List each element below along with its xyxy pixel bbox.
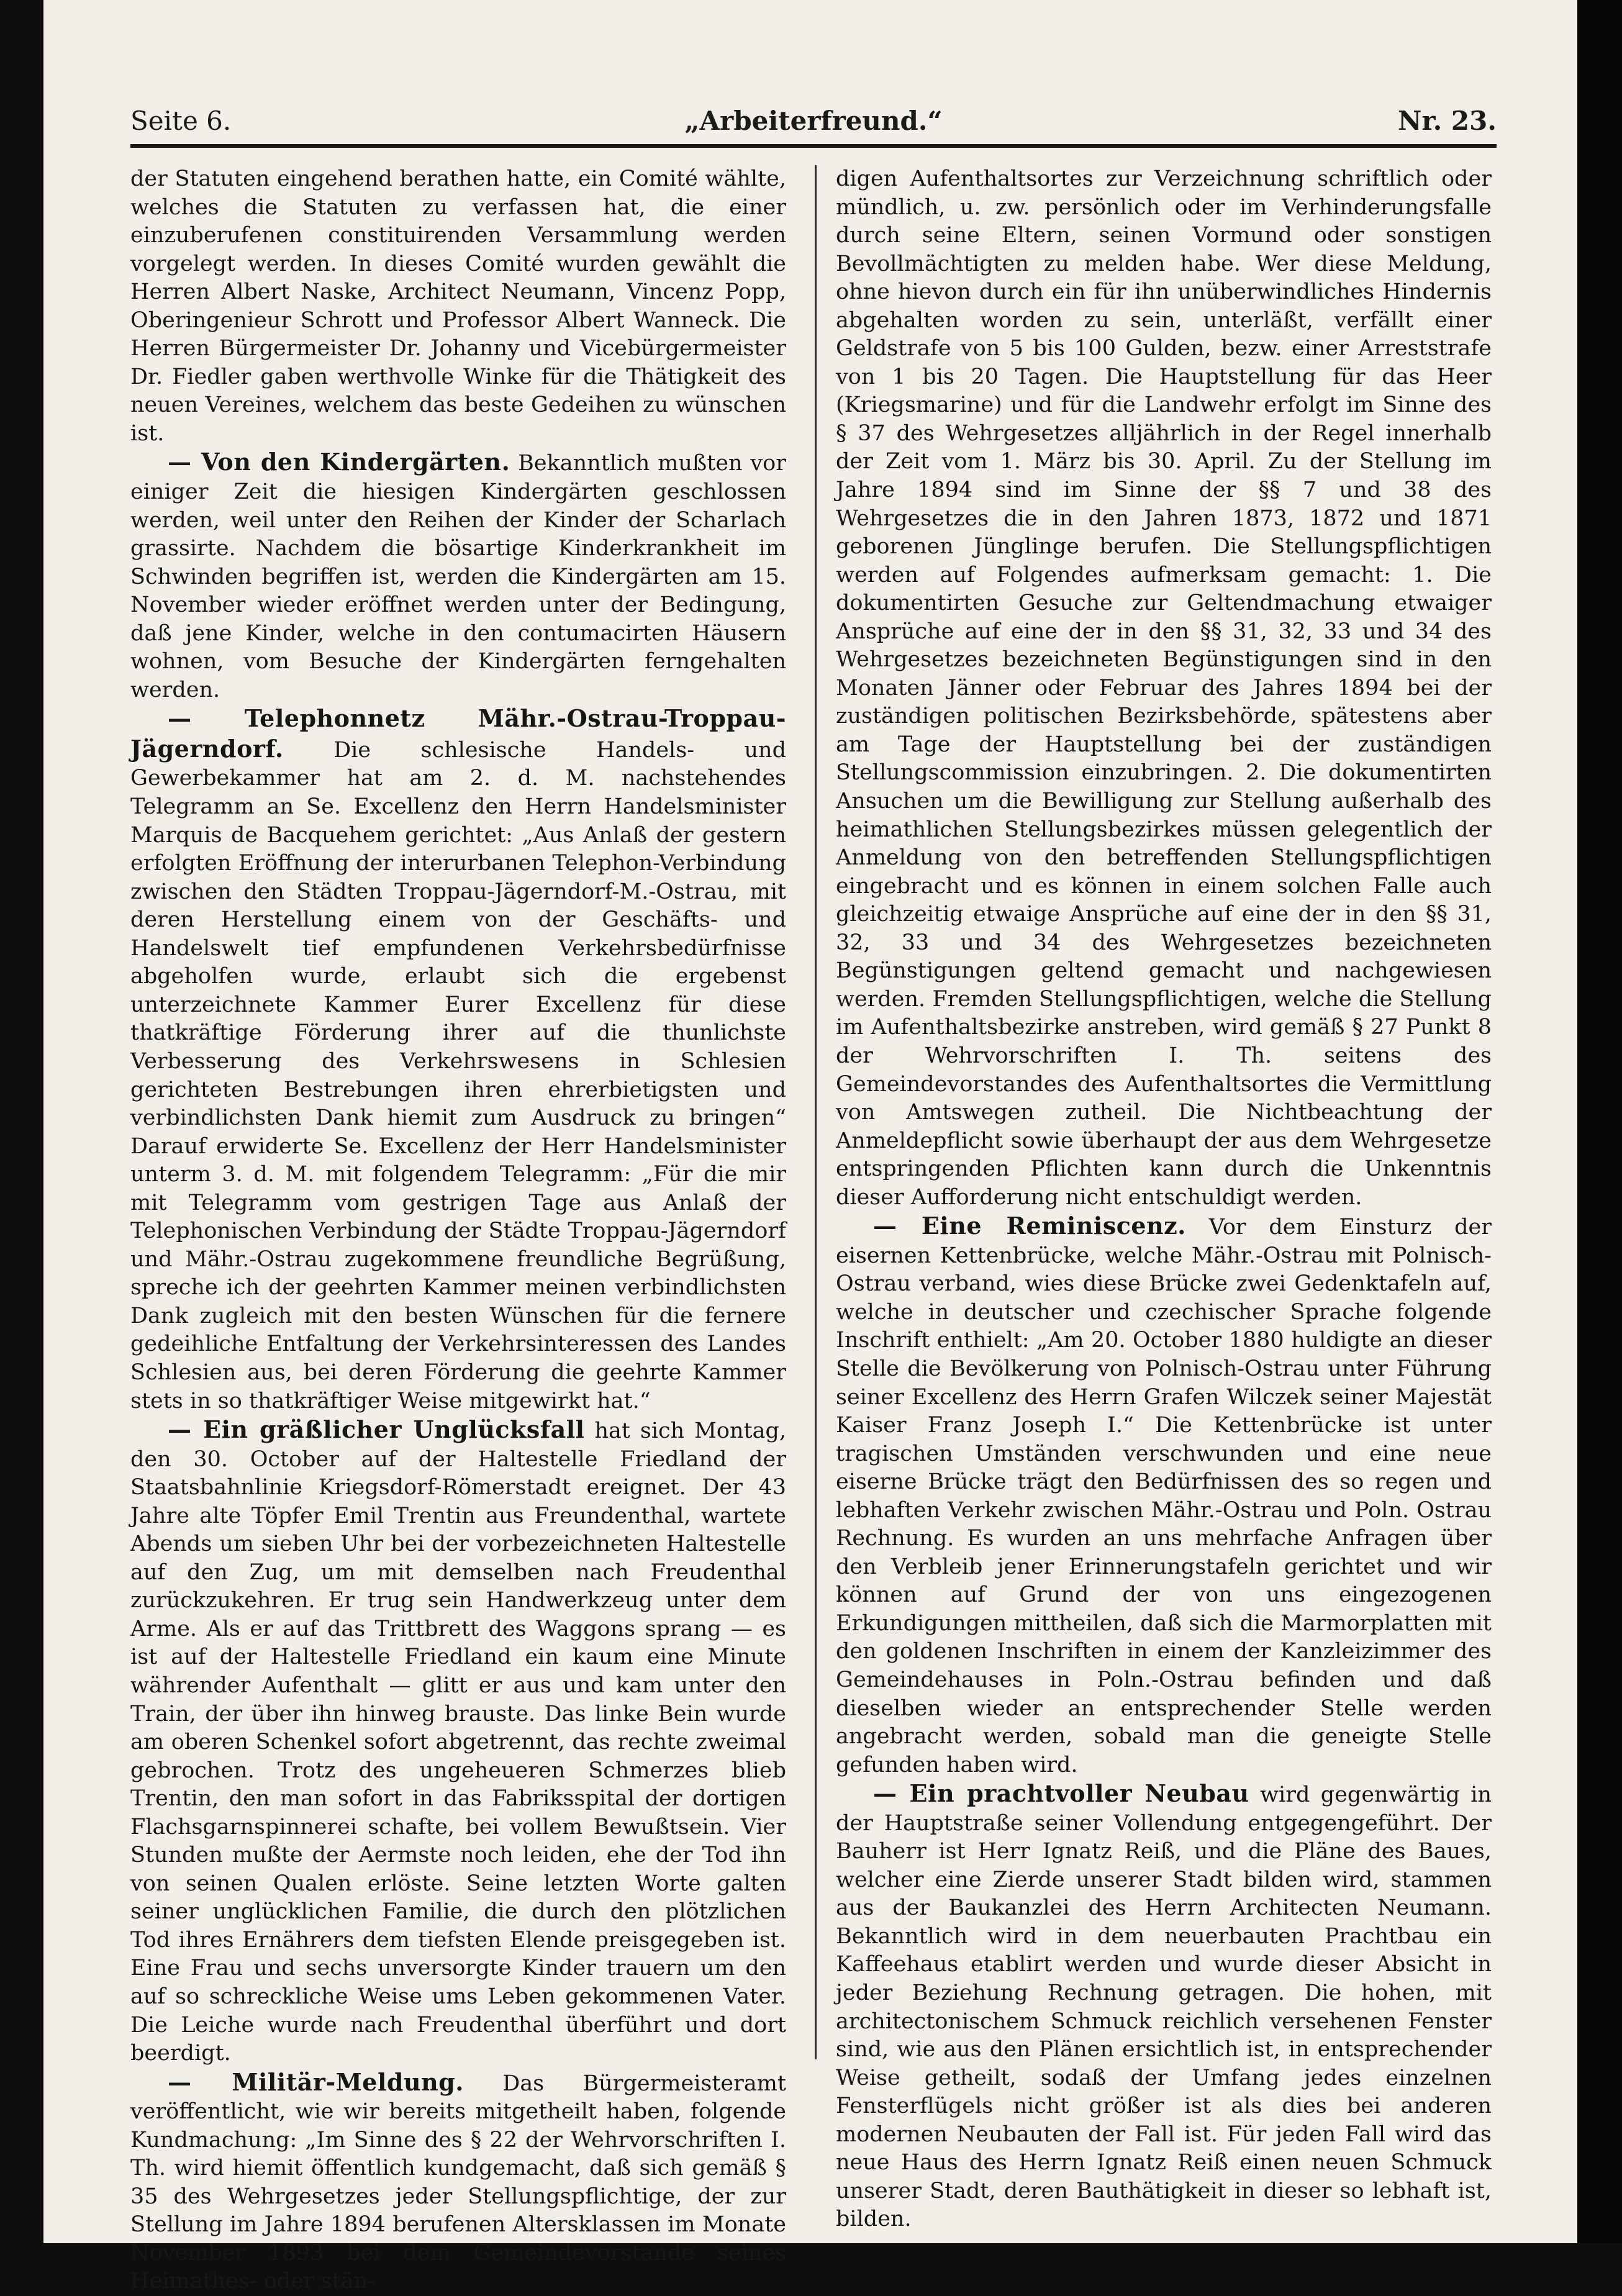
- article-headline: — Von den Kindergärten.: [168, 448, 510, 476]
- article-headline: — Ein gräßlicher Unglücksfall: [168, 1415, 585, 1444]
- article-body: wird gegenwärtig in der Hauptstraße seiner Vollendung entgegengeführt. Der Bauherr ist Herr Ignatz Reiß, und die Pläne des Baues, welcher eine Zierde unserer Stadt bilden wird, stammen aus der Baukanzlei des Herrn Architecten Neumann. Bekanntlich wird in dem neuerbauten Prachtbau ein Kaffeehaus etablirt werden und wurde dieser Absicht in jeder Beziehung Rechnung getragen. Die hohen, mit architectonischem Schmuck reichlich versehenen Fenster sind, wie aus den Plänen ersichtlich ist, in entsprechender Weise getheilt, sodaß der Umfang jedes einzelnen Fensterflügels nicht größer ist als dies bei anderen modernen Neubauten der Fall ist. Für jeden Fall wird das neue Haus des Herrn Ignatz Reiß einen neuen Schmuck unserer Stadt, deren Bauthätigkeit in dieser so lebhaft ist, bilden.: [836, 1782, 1492, 2232]
- article-militaer-meldung: [130, 2068, 786, 2296]
- article-ungluecksfall: [130, 1415, 786, 2068]
- column-right: [836, 165, 1492, 2234]
- article-headline: — Eine Reminiscenz.: [873, 1212, 1186, 1240]
- article-body: hat sich Montag, den 30. October auf der Haltestelle Friedland der Staatsbahnlinie Kriegsdorf-Römerstadt ereignet. Der 43 Jahre alte Töpfer Emil Trentin aus Freundenthal, wartete Abends um sieben Uhr bei der vorbezeichneten Haltestelle auf den Zug, um mit demselben nach Freudenthal zurückzukehren. Er trug sein Handwerkzeug unter dem Arme. Als er auf das Trittbrett des Waggons sprang — es ist auf der Haltestelle Friedland ein kaum eine Minute währender Aufenthalt — glitt er aus und kam unter den Train, der über ihn hinweg brauste. Das linke Bein wurde am oberen Schenkel sofort abgetrennt, das rechte zweimal gebrochen. Trotz des ungeheueren Schmerzes blieb Trentin, den man sofort in das Fabriksspital der dortigen Flachsgarnspinnerei schafte, bei vollem Bewußtsein. Vier Stunden mußte der Aermste noch leiden, ehe der Tod ihn von seinen Qualen erlöste. Seine letzten Worte galten seiner unglücklichen Familie, die durch den plötzlichen Tod ihres Ernährers dem tiefsten Elende preisgegeben ist. Eine Frau und sechs unversorgte Kinder trauern um den auf so schreckliche Weise ums Leben gekommenen Vater. Die Leiche wurde nach Freudenthal überführt und dort beerdigt.: [130, 1418, 786, 2066]
- article-body: Die schlesische Handels- und Gewerbekammer hat am 2. d. M. nachstehendes Telegramm an Se. Excellenz den Herrn Handelsminister Marquis de Bacquehem gerichtet: „Aus Anlaß der gestern erfolgten Eröffnung der interurbanen Telephon-Verbindung zwischen den Städten Troppau-Jägerndorf-M.-Ostrau, mit deren Herstellung einem von der Geschäfts- und Handelswelt tief empfundenen Verkehrsbedürfnisse abgeholfen wurde, erlaubt sich die ergebenst unterzeichnete Kammer Eurer Excellenz für diese thatkräftige Förderung ihrer auf die thunlichste Verbesserung des Verkehrswesens in Schlesien gerichteten Bestrebungen ihren ehrerbietigsten und verbindlichsten Dank hiemit zum Ausdruck zu bringen“ Darauf erwiderte Se. Excellenz der Herr Handelsminister unterm 3. d. M. mit folgendem Telegramm: „Für die mir mit Telegramm vom gestrigen Tage aus Anlaß der Telephonischen Verbindung der Städte Troppau-Jägerndorf und Mähr.-Ostrau zugekommene freundliche Begrüßung, spreche ich der geehrten Kammer meinen verbindlichsten Dank zugleich mit den besten Wünschen für die fernere gedeihliche Entfaltung der Verkehrsinteressen des Landes Schlesien aus, bei deren Förderung die geehrte Kammer stets in so thatkräftiger Weise mitgewirkt hat.“: [130, 737, 786, 1413]
- scan-edge: [1577, 0, 1622, 2243]
- issue-number: Nr. 23.: [1398, 106, 1497, 136]
- article-neubau: [836, 1779, 1492, 2234]
- article-headline: — Militär-Meldung.: [168, 2067, 464, 2096]
- article-continuation: digen Aufenthaltsortes zur Verzeichnung schriftlich oder mündlich, u. zw. persönlich oder im Verhinderungsfalle durch seine Eltern, seinen Vormund oder sonstigen Bevollmächtigten zu melden habe. Wer diese Meldung, ohne hievon durch ein für ihn unüberwindliches Hindernis abgehalten worden zu sein, unterläßt, verfällt einer Geldstrafe von 5 bis 100 Gulden, bezw. einer Arreststrafe von 1 bis 20 Tagen. Die Hauptstellung für das Heer (Kriegsmarine) und für die Landwehr erfolgt im Sinne des § 37 des Wehrgesetzes alljährlich in der Regel innerhalb der Zeit vom 1. März bis 30. April. Zu der Stellung im Jahre 1894 sind im Sinne der §§ 7 und 38 des Wehrgesetzes die in den Jahren 1873, 1872 und 1871 geborenen Jünglinge berufen. Die Stellungspflichtigen werden auf Folgendes aufmerksam gemacht: 1. Die dokumentirten Gesuche zur Geltendmachung etwaiger Ansprüche auf eine der in den §§ 31, 32, 33 und 34 des Wehrgesetzes bezeichneten Begünstigungen sind in den Monaten Jänner oder Februar des Jahres 1894 bei der zuständigen politischen Bezirksbehörde, spätestens aber am Tage der Hauptstellung bei der zuständigen Stellungscommission einzubringen. 2. Die dokumentirten Ansuchen um die Bewilligung zur Stellung außerhalb des heimathlichen Stellungsbezirkes müssen gelegentlich der Anmeldung von den betreffenden Stellungspflichtigen eingebracht und es können in einem solchen Falle auch gleichzeitig etwaige Ansprüche auf eine der in den §§ 31, 32, 33 und 34 des Wehrgesetzes bezeichneten Begünstigungen geltend gemacht und nachgewiesen werden. Fremden Stellungspflichtigen, welche die Stellung im Aufenthaltsbezirke anstreben, wird gemäß § 27 Punkt 8 der Wehrvorschriften I. Th. seitens des Gemeindevorstandes des Aufenthaltsortes die Vermittlung von Amtswegen zutheil. Die Nichtbeachtung der Anmeldepflicht sowie überhaupt der aus dem Wehrgesetze entspringenden Pflichten kann durch die Unkenntnis dieser Aufforderung nicht entschuldigt werden.: [836, 166, 1492, 1210]
- article-headline: — Ein prachtvoller Neubau: [873, 1779, 1249, 1808]
- article-body: Vor dem Einsturz der eisernen Kettenbrücke, welche Mähr.-Ostrau mit Polnisch-Ostrau verband, wies diese Brücke zwei Gedenktafeln auf, welche in deutscher und czechischer Sprache folgende Inschrift enthielt: „Am 20. October 1880 huldigte an dieser Stelle die Bevölkerung von Polnisch-Ostrau unter Führung seiner Excellenz des Herrn Grafen Wilczek seiner Majestät Kaiser Franz Joseph I.“ Die Kettenbrücke ist unter tragischen Umständen verschwunden und eine neue eiserne Brücke trägt den Bedürfnissen des so regen und lebhaften Verkehr zwischen Mähr.-Ostrau und Poln. Ostrau Rechnung. Es wurden an uns mehrfache Anfragen über den Verbleib jener Erinnerungstafeln gerichtet und wir können auf Grund der von uns eingezogenen Erkundigungen mittheilen, daß sich die Marmorplatten mit den goldenen Inschriften in einem der Kanzleizimmer des Gemeindehauses in Poln.-Ostrau befinden und daß dieselben wieder an entsprechender Stelle werden angebracht werden, sobald man die geneigte Stelle gefunden haben wird.: [836, 1215, 1492, 1777]
- article-telephonnetz: [130, 704, 786, 1415]
- page-header: [130, 106, 1497, 143]
- article-kindergaerten: [130, 448, 786, 704]
- article-body: Bekanntlich mußten vor einiger Zeit die hiesigen Kindergärten geschlossen werden, weil unter den Reihen der Kinder der Scharlach grassirte. Nachdem die bösartige Kinderkrankheit im Schwinden begriffen ist, werden die Kindergärten am 15. November wieder eröffnet werden unter der Bedingung, daß jene Kinder, welche in den contumacirten Häusern wohnen, vom Besuche der Kindergärten ferngehalten werden.: [130, 451, 786, 702]
- article-continuation: der Statuten eingehend berathen hatte, ein Comité wählte, welches die Statuten zu verfassen hat, die einer einzuberufenen constituirenden Versammlung werden vorgelegt werden. In dieses Comité wurden gewählt die Herren Albert Naske, Architect Neumann, Vincenz Popp, Oberingenieur Schrott und Professor Albert Wanneck. Die Herren Bürgermeister Dr. Johanny und Vicebürgermeister Dr. Fiedler gaben werthvolle Winke für die Thätigkeit des neuen Vereines, welchem das beste Gedeihen zu wünschen ist.: [130, 166, 786, 446]
- column-left: [130, 165, 786, 2296]
- article-body: Das Bürgermeisteramt veröffentlicht, wie wir bereits mitgetheilt haben, folgende Kundmachung: „Im Sinne des § 22 der Wehrvorschriften I. Th. wird hiemit öffentlich kundgemacht, daß sich gemäß § 35 des Wehrgesetzes jeder Stellungspflichtige, der zur Stellung im Jahre 1894 berufenen Altersklassen im Monate November 1893 bei dem Gemeindevorstande seines Heimathes- oder stän-: [130, 2071, 786, 2294]
- newspaper-title: „Arbeiterfreund.“: [684, 106, 943, 136]
- article-reminiscenz: [836, 1212, 1492, 1779]
- header-rule: [130, 144, 1497, 148]
- column-divider: [815, 165, 817, 2059]
- page-number: Seite 6.: [130, 106, 232, 136]
- article-headline: — Telephonnetz Mähr.-Ostrau-Troppau-Jägerndorf.: [130, 704, 786, 763]
